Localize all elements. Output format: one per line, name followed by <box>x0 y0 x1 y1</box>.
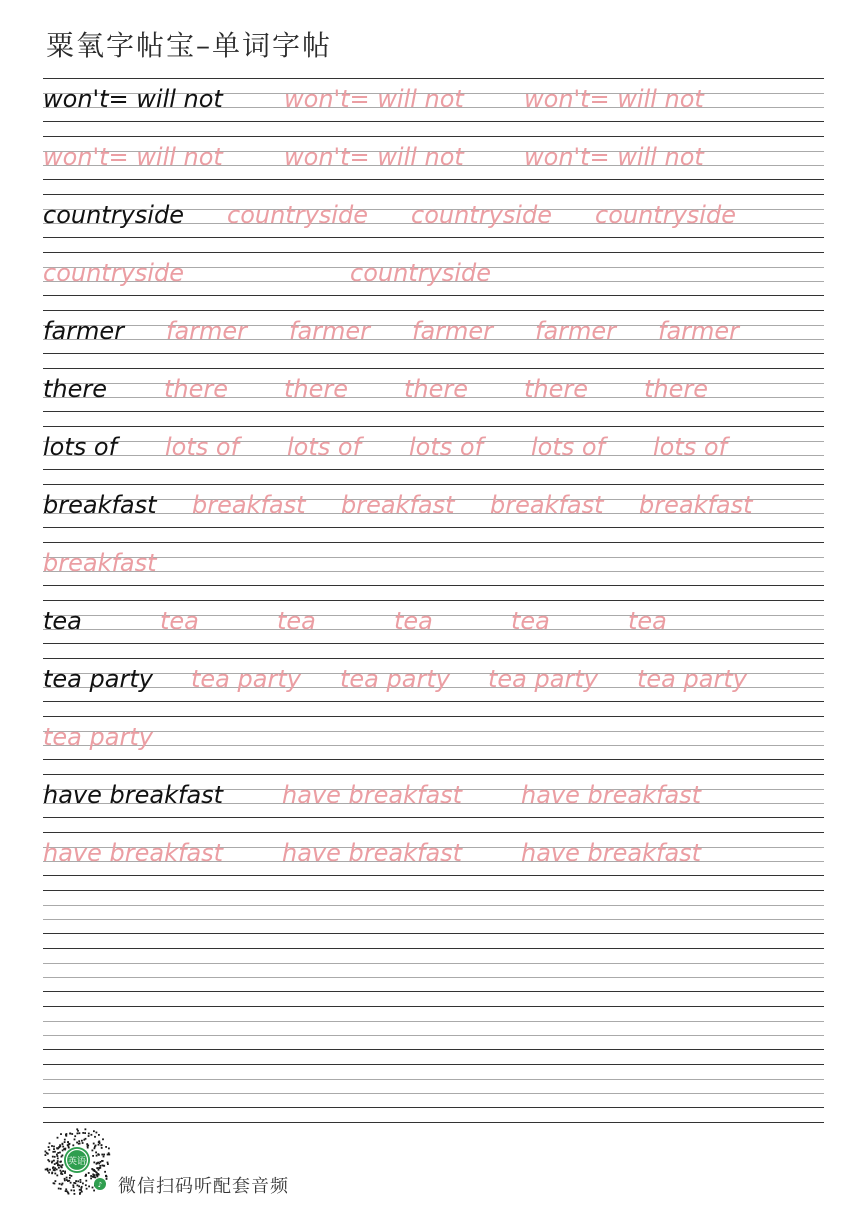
trace-word: lots of <box>165 433 240 461</box>
trace-word: have breakfast <box>282 839 463 867</box>
guide-line <box>43 426 824 427</box>
trace-word: tea <box>628 607 667 635</box>
guide-line <box>43 832 824 833</box>
guide-line <box>43 78 824 79</box>
guide-line <box>43 774 824 775</box>
guide-line <box>43 310 824 311</box>
worksheet-row <box>43 774 824 832</box>
trace-word: lots of <box>287 433 362 461</box>
worksheet-row <box>43 252 824 310</box>
model-word: tea <box>43 607 82 635</box>
trace-word: countryside <box>227 201 368 229</box>
guide-line <box>43 600 824 601</box>
worksheet-row <box>43 658 824 716</box>
worksheet-row <box>43 136 824 194</box>
guide-line <box>43 745 824 746</box>
trace-word: breakfast <box>192 491 306 519</box>
worksheet-row <box>43 1006 824 1064</box>
guide-line <box>43 527 824 528</box>
guide-line <box>43 759 824 760</box>
trace-word: tea <box>277 607 316 635</box>
trace-word: won't= will not <box>284 85 464 113</box>
trace-word: countryside <box>411 201 552 229</box>
trace-word: won't= will not <box>524 143 704 171</box>
trace-word: breakfast <box>639 491 753 519</box>
guide-line <box>43 731 824 732</box>
trace-word: farmer <box>412 317 494 345</box>
guide-line <box>43 237 824 238</box>
guide-line <box>43 890 824 891</box>
trace-word: there <box>644 375 709 403</box>
guide-line <box>43 136 824 137</box>
trace-word: have breakfast <box>282 781 463 809</box>
guide-line <box>43 1064 824 1065</box>
model-word: breakfast <box>43 491 157 519</box>
guide-line <box>43 948 824 949</box>
worksheet-row <box>43 310 824 368</box>
guide-line <box>43 411 824 412</box>
trace-word: breakfast <box>43 549 157 577</box>
guide-line <box>43 542 824 543</box>
guide-line <box>43 484 824 485</box>
model-word: there <box>43 375 108 403</box>
guide-line <box>43 643 824 644</box>
model-word: lots of <box>43 433 118 461</box>
guide-line <box>43 585 824 586</box>
worksheet-row <box>43 1064 824 1122</box>
guide-line <box>43 977 824 978</box>
guide-line <box>43 557 824 558</box>
model-word: won't= will not <box>43 85 223 113</box>
guide-line <box>43 817 824 818</box>
worksheet-row <box>43 426 824 484</box>
model-word: have breakfast <box>43 781 224 809</box>
guide-line <box>43 875 824 876</box>
trace-word: have breakfast <box>521 839 702 867</box>
guide-line <box>43 252 824 253</box>
trace-word: there <box>164 375 229 403</box>
footer-scan-hint: 微信扫码听配套音频 <box>118 1176 289 1197</box>
trace-word: won't= will not <box>524 85 704 113</box>
guide-line <box>43 919 824 920</box>
guide-line <box>43 1006 824 1007</box>
guide-line <box>43 353 824 354</box>
trace-word: breakfast <box>341 491 455 519</box>
worksheet-row <box>43 600 824 658</box>
trace-word: tea party <box>43 723 153 751</box>
worksheet-row <box>43 78 824 136</box>
trace-word: lots of <box>653 433 728 461</box>
guide-line <box>43 701 824 702</box>
guide-line <box>43 469 824 470</box>
trace-word: there <box>404 375 469 403</box>
trace-word: lots of <box>409 433 484 461</box>
trace-word: lots of <box>531 433 606 461</box>
model-word: farmer <box>43 317 125 345</box>
worksheet-row <box>43 832 824 890</box>
guide-line <box>43 1079 824 1080</box>
trace-word: have breakfast <box>521 781 702 809</box>
worksheet-row <box>43 890 824 948</box>
trace-word: breakfast <box>490 491 604 519</box>
trace-word: tea <box>160 607 199 635</box>
page-title: 粟氧字帖宝–单词字帖 <box>46 29 333 62</box>
guide-line <box>43 179 824 180</box>
trace-word: have breakfast <box>43 839 224 867</box>
model-word: tea party <box>43 665 153 693</box>
trace-word: farmer <box>166 317 248 345</box>
trace-word: there <box>284 375 349 403</box>
guide-line <box>43 1093 824 1094</box>
guide-line <box>43 716 824 717</box>
trace-word: tea party <box>488 665 598 693</box>
trace-word: countryside <box>595 201 736 229</box>
trace-word: countryside <box>350 259 491 287</box>
qr-code-icon[interactable] <box>42 1126 112 1196</box>
guide-line <box>43 1049 824 1050</box>
trace-word: countryside <box>43 259 184 287</box>
trace-word: farmer <box>658 317 740 345</box>
trace-word: won't= will not <box>284 143 464 171</box>
guide-line <box>43 121 824 122</box>
worksheet-row <box>43 716 824 774</box>
guide-line <box>43 963 824 964</box>
guide-line <box>43 1035 824 1036</box>
trace-word: tea <box>511 607 550 635</box>
guide-line <box>43 658 824 659</box>
guide-line <box>43 1107 824 1108</box>
trace-word: tea <box>394 607 433 635</box>
trace-word: won't= will not <box>43 143 223 171</box>
worksheet-row <box>43 542 824 600</box>
qr-badge-label: 英语 <box>67 1157 87 1167</box>
guide-line <box>43 295 824 296</box>
trace-word: tea party <box>637 665 747 693</box>
svg-text:♪: ♪ <box>97 1181 103 1189</box>
trace-word: tea party <box>340 665 450 693</box>
guide-line <box>43 933 824 934</box>
handwriting-worksheet <box>43 78 824 1123</box>
guide-line <box>43 368 824 369</box>
worksheet-row <box>43 484 824 542</box>
trace-word: tea party <box>191 665 301 693</box>
trace-word: farmer <box>289 317 371 345</box>
footer <box>42 1126 442 1198</box>
guide-line <box>43 571 824 572</box>
trace-word: there <box>524 375 589 403</box>
worksheet-row <box>43 948 824 1006</box>
guide-line <box>43 1021 824 1022</box>
model-word: countryside <box>43 201 184 229</box>
worksheet-row <box>43 368 824 426</box>
guide-line <box>43 905 824 906</box>
guide-line <box>43 991 824 992</box>
guide-line <box>43 1122 824 1123</box>
worksheet-row <box>43 194 824 252</box>
trace-word: farmer <box>535 317 617 345</box>
guide-line <box>43 194 824 195</box>
